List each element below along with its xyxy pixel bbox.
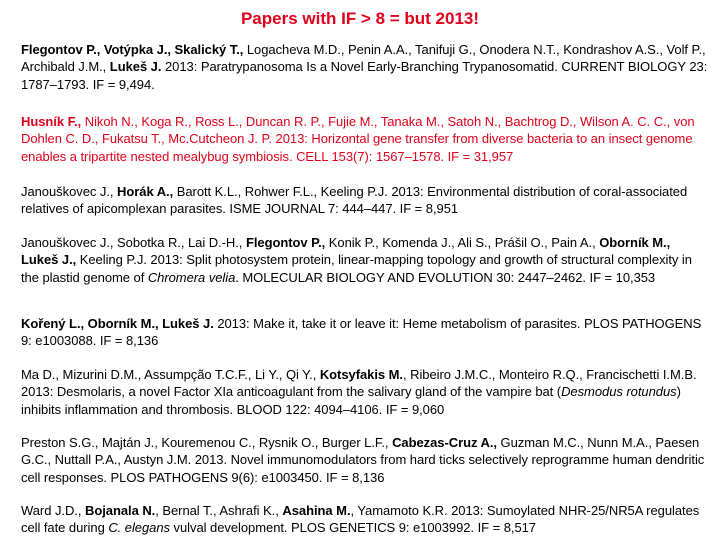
reference-text: Janouškovec J., Sobotka R., Lai D.-H., [21, 235, 246, 250]
author-highlight: Kotsyfakis M. [319, 367, 403, 382]
author-highlight: Kořený L., Oborník M., Lukeš J. [21, 316, 214, 331]
reference-text: Guzman M.C., Nunn M.A., Paesen G.C., Nuttall P.A., Austyn J.M. 2013. Novel immunomodulators from hard ticks selectively reprogramme human dendritic cell responses. PLOS PATHOGENS 9(6): e1003450. IF = 8,136 [21, 435, 705, 485]
italic-term: C. elegans [108, 520, 170, 536]
italic-term: Chromera velia [147, 269, 236, 285]
reference-item-7 [21, 434, 711, 486]
reference-text: Keeling P.J. 2013: Split photosystem protein, linear-mapping topology and growth of structural complexity in the plastid genome of [21, 252, 692, 285]
reference-text: Nikoh N., Koga R., Ross L., Duncan R. P., Fujie M., Tanaka M., Satoh N., Bachtrog D., Wilson A. C. C., von Dohlen C. D., Fukatsu T., Mc.Cutcheon J. P. 2013: Horizontal gene transfer from diverse bacteria to an insect genome enables a tripartite nested mealybug symbiosis. CELL 153(7): 1567–1578. IF = 31,957 [21, 114, 695, 164]
italic-term: Desmodus rotundus [561, 384, 677, 400]
reference-text: 2013: Make it, take it or leave it: Heme metabolism of parasites. PLOS PATHOGENS 9: e1003088. IF = 8,136 [21, 316, 702, 349]
reference-item-8 [21, 502, 711, 537]
reference-text: , Yamamoto K.R. 2013: Sumoylated NHR-25/NR5A regulates cell fate during [21, 503, 700, 536]
reference-text: Ma D., Mizurini D.M., Assumpção T.C.F., Li Y., Qi Y., [21, 367, 320, 382]
author-highlight: Flegontov P., Votýpka J., Skalický T., [21, 42, 244, 57]
reference-text: Konik P., Komenda J., Ali S., Prášil O., Pain A., [325, 235, 600, 250]
reference-text: Preston S.G., Majtán J., Kouremenou C., Rysnik O., Burger L.F., [21, 435, 393, 450]
reference-item-6 [21, 366, 711, 418]
author-highlight: Asahina M. [282, 503, 351, 518]
author-highlight: Husník F., [21, 114, 82, 129]
author-highlight: Lukeš J. [109, 59, 162, 75]
reference-item-4 [21, 234, 711, 286]
reference-text: , Ribeiro J.M.C., Monteiro R.Q., Francischetti I.M.B. 2013: Desmolaris, a novel Factor XIa anticoagulant from the salivary gland of the vampire bat ( [21, 367, 697, 400]
reference-item-1 [21, 41, 711, 93]
slide-title: Papers with IF > 8 = but 2013! [240, 9, 480, 28]
reference-text: . MOLECULAR BIOLOGY AND EVOLUTION 30: 2447–2462. IF = 10,353 [235, 269, 656, 285]
author-highlight: Cabezas-Cruz A., [392, 435, 497, 450]
reference-text: , Bernal T., Ashrafi K., [155, 503, 283, 518]
reference-item-3 [21, 183, 711, 218]
reference-text: 2013: Paratrypanosoma Is a Novel Early-Branching Trypanosomatid. CURRENT BIOLOGY 23: 1787–1793. IF = 9,494. [21, 59, 708, 92]
reference-text: Barott K.L., Rohwer F.L., Keeling P.J. 2013: Environmental distribution of coral-associated relatives of apicomplexan parasites. ISME JOURNAL 7: 444–447. IF = 8,951 [21, 184, 688, 217]
author-highlight: Flegontov P., [245, 235, 326, 250]
author-highlight: Horák A., [117, 184, 174, 199]
author-highlight: Bojanala N. [84, 503, 156, 518]
reference-item-2 [21, 113, 711, 165]
reference-item-5 [21, 315, 711, 350]
author-highlight: Oborník M., Lukeš J., [21, 235, 671, 268]
reference-text: Ward J.D., [21, 503, 85, 518]
reference-text: Janouškovec J., [21, 184, 118, 199]
reference-text: Logacheva M.D., Penin A.A., Tanifuji G., Onodera N.T., Kondrashov A.S., Volf P., Archibald J.M., [21, 42, 706, 75]
reference-text: vulval development. PLOS GENETICS 9: e1003992. IF = 8,517 [169, 520, 536, 536]
reference-text: ) inhibits inflammation and thrombosis. BLOOD 122: 4094–4106. IF = 9,060 [21, 384, 681, 417]
